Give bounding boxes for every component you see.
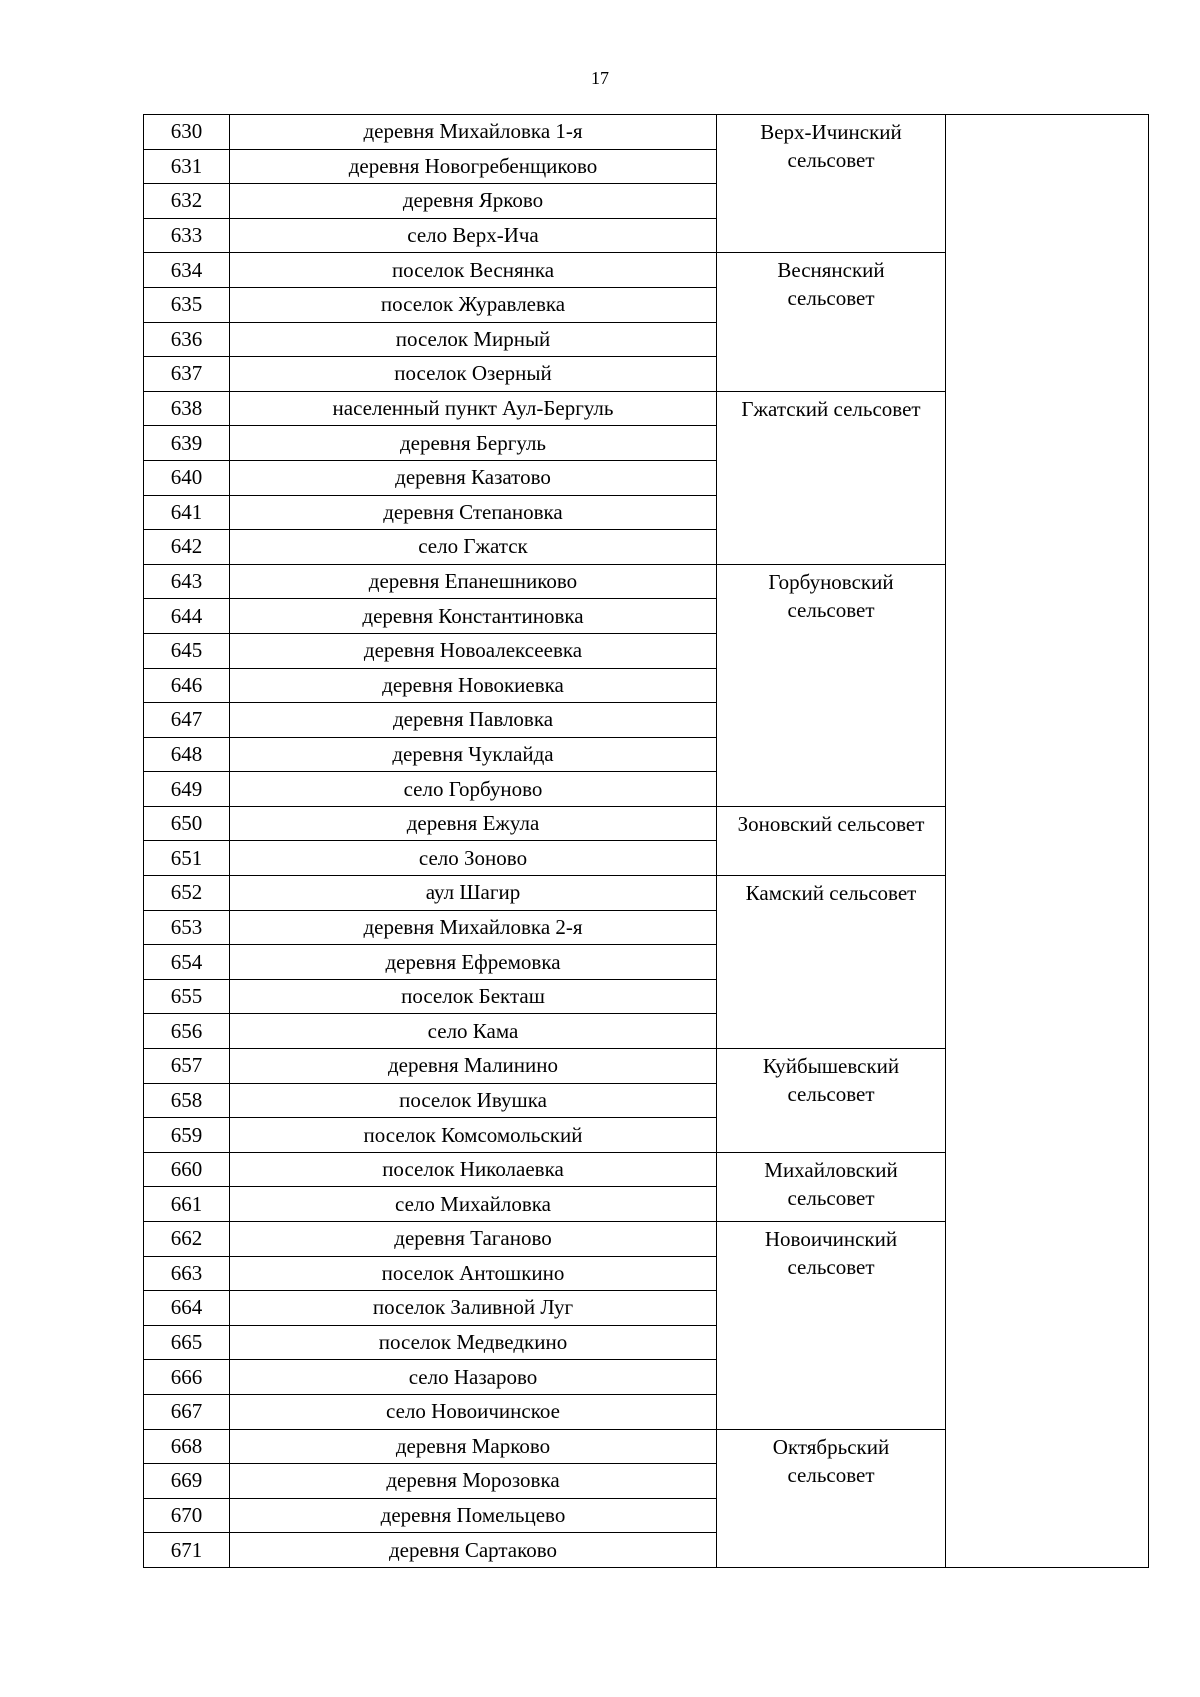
settlement-name: поселок Медведкино [230, 1325, 717, 1360]
table-row [144, 115, 1149, 150]
row-number: 646 [144, 668, 230, 703]
row-number: 632 [144, 184, 230, 219]
settlement-name: поселок Веснянка [230, 253, 717, 288]
settlement-name: деревня Бергуль [230, 426, 717, 461]
settlement-name: село Верх-Ича [230, 218, 717, 253]
settlement-name: деревня Малинино [230, 1049, 717, 1084]
row-number: 648 [144, 737, 230, 772]
settlement-name: деревня Ефремовка [230, 945, 717, 980]
council-name-line: сельсовет [787, 1255, 875, 1279]
settlement-name: поселок Антошкино [230, 1256, 717, 1291]
row-number: 630 [144, 115, 230, 150]
row-number: 659 [144, 1118, 230, 1153]
row-number: 635 [144, 287, 230, 322]
council-cell [717, 1222, 946, 1430]
council-name-line: сельсовет [787, 286, 875, 311]
council-name-line: Октябрьский [772, 1434, 890, 1459]
settlement-name: село Новоичинское [230, 1394, 717, 1429]
row-number: 634 [144, 253, 230, 288]
settlement-name: поселок Журавлевка [230, 287, 717, 322]
row-number: 661 [144, 1187, 230, 1222]
row-number: 668 [144, 1429, 230, 1464]
settlement-name: деревня Новокиевка [230, 668, 717, 703]
settlement-name: населенный пункт Аул-Бергуль [230, 391, 717, 426]
council-cell [717, 1152, 946, 1221]
settlement-name: село Гжатск [230, 530, 717, 565]
settlement-name: деревня Павловка [230, 703, 717, 738]
row-number: 669 [144, 1464, 230, 1499]
council-cell [717, 876, 946, 1049]
settlement-name: деревня Константиновка [230, 599, 717, 634]
settlement-name: поселок Николаевка [230, 1152, 717, 1187]
row-number: 649 [144, 772, 230, 807]
settlement-name: деревня Таганово [230, 1222, 717, 1257]
council-name-line: сельсовет [787, 1082, 875, 1107]
row-number: 644 [144, 599, 230, 634]
settlement-name: деревня Казатово [230, 460, 717, 495]
row-number: 658 [144, 1083, 230, 1118]
row-number: 631 [144, 149, 230, 184]
row-number: 641 [144, 495, 230, 530]
row-number: 652 [144, 876, 230, 911]
settlement-name: село Михайловка [230, 1187, 717, 1222]
council-name-line: Куйбышевский [762, 1054, 900, 1079]
row-number: 637 [144, 357, 230, 392]
council-name-line: сельсовет [787, 148, 875, 172]
council-name-line: Михайловский [764, 1157, 898, 1182]
row-number: 664 [144, 1291, 230, 1326]
row-number: 642 [144, 530, 230, 565]
row-number: 657 [144, 1049, 230, 1084]
row-number: 656 [144, 1014, 230, 1049]
council-cell [717, 253, 946, 391]
settlement-name: деревня Епанешниково [230, 564, 717, 599]
empty-column-cell [946, 115, 1149, 1568]
settlement-name: поселок Комсомольский [230, 1118, 717, 1153]
settlements-table [143, 114, 1149, 1568]
table-body [144, 115, 1149, 1568]
settlement-name: деревня Степановка [230, 495, 717, 530]
settlement-name: поселок Озерный [230, 357, 717, 392]
council-name-line: сельсовет [787, 1462, 875, 1487]
council-cell [717, 564, 946, 806]
settlement-name: деревня Чуклайда [230, 737, 717, 772]
row-number: 647 [144, 703, 230, 738]
row-number: 636 [144, 322, 230, 357]
row-number: 650 [144, 806, 230, 841]
settlement-name: поселок Бекташ [230, 979, 717, 1014]
settlement-name: аул Шагир [230, 876, 717, 911]
council-cell [717, 806, 946, 875]
settlement-name: деревня Марково [230, 1429, 717, 1464]
council-name-line: сельсовет [787, 597, 875, 622]
council-cell [717, 391, 946, 564]
row-number: 653 [144, 910, 230, 945]
council-name-line: Зоновский сельсовет [737, 811, 925, 836]
row-number: 651 [144, 841, 230, 876]
settlement-name: деревня Сартаково [230, 1533, 717, 1568]
settlement-name: поселок Мирный [230, 322, 717, 357]
council-name-line: Горбуновский [768, 569, 894, 594]
council-name-line: Камский сельсовет [745, 881, 917, 906]
settlement-name: поселок Заливной Луг [230, 1291, 717, 1326]
settlement-name: деревня Ярково [230, 184, 717, 219]
page-number: 17 [591, 68, 609, 88]
council-name-line: Гжатский сельсовет [741, 396, 921, 421]
row-number: 643 [144, 564, 230, 599]
council-name-line: Верх-Ичинский [760, 120, 902, 144]
settlement-name: деревня Михайловка 2-я [230, 910, 717, 945]
row-number: 663 [144, 1256, 230, 1291]
council-cell [717, 1429, 946, 1567]
row-number: 660 [144, 1152, 230, 1187]
row-number: 662 [144, 1222, 230, 1257]
settlement-name: деревня Новоалексеевка [230, 633, 717, 668]
settlement-name: село Зоново [230, 841, 717, 876]
row-number: 655 [144, 979, 230, 1014]
settlement-name: село Назарово [230, 1360, 717, 1395]
settlement-name: село Горбуново [230, 772, 717, 807]
settlement-name: деревня Морозовка [230, 1464, 717, 1499]
settlement-name: деревня Ежула [230, 806, 717, 841]
settlement-name: деревня Помельцево [230, 1498, 717, 1533]
row-number: 654 [144, 945, 230, 980]
row-number: 640 [144, 460, 230, 495]
council-name-line: Новоичинский [764, 1227, 898, 1251]
council-cell [717, 115, 946, 253]
settlement-name: поселок Ивушка [230, 1083, 717, 1118]
settlement-name: деревня Новогребенщиково [230, 149, 717, 184]
row-number: 645 [144, 633, 230, 668]
row-number: 633 [144, 218, 230, 253]
council-cell [717, 1049, 946, 1153]
council-name-line: сельсовет [787, 1185, 875, 1210]
row-number: 670 [144, 1498, 230, 1533]
row-number: 639 [144, 426, 230, 461]
row-number: 667 [144, 1394, 230, 1429]
council-name-line: Веснянский [777, 258, 885, 283]
row-number: 671 [144, 1533, 230, 1568]
settlement-name: деревня Михайловка 1-я [230, 115, 717, 150]
row-number: 666 [144, 1360, 230, 1395]
settlement-name: село Кама [230, 1014, 717, 1049]
row-number: 638 [144, 391, 230, 426]
row-number: 665 [144, 1325, 230, 1360]
